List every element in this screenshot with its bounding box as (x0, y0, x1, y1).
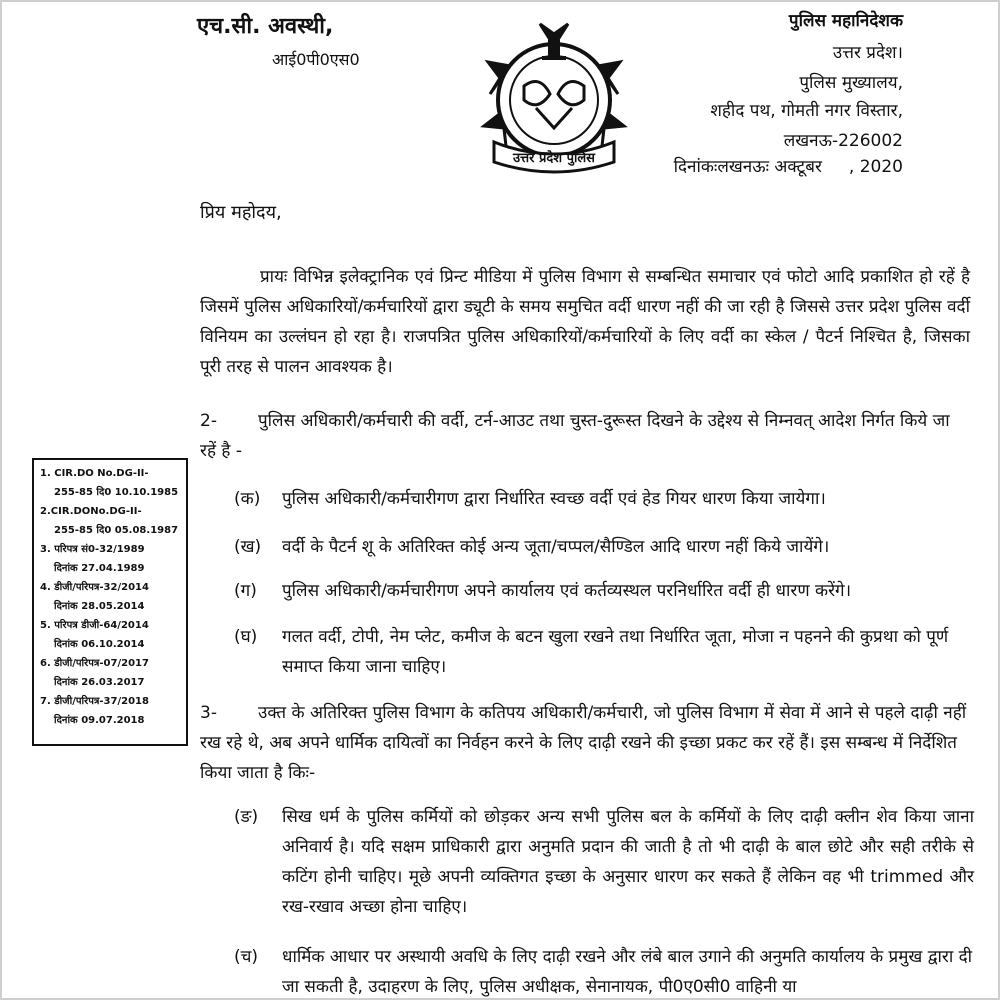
order-item (234, 576, 974, 606)
salutation: प्रिय महोदय, (200, 202, 282, 223)
order-item (234, 484, 974, 514)
beard-order-item (234, 802, 974, 922)
order-text: गलत वर्दी, टोपी, नेम प्लेट, कमीज के बटन खुला रखने तथा निर्धारित जूता, मोजा न पहनने की कुप्रथा को पूर्ण समाप्त किया जाना चाहिए। (282, 627, 949, 677)
office-hq: पुलिस मुख्यालय, (799, 73, 903, 93)
reference-line: 5. परिपत्र डीजी-64/2014 (40, 620, 149, 631)
emblem-scroll-text: उत्तर प्रदेश पुलिस (513, 151, 595, 166)
paragraph-3-text: उक्त के अतिरिक्त पुलिस विभाग के कतिपय अधिकारी/कर्मचारी, जो पुलिस विभाग में सेवा में आने से पहले दाढ़ी नहीं रख रहे थे, अब अपने धार्मिक दायित्वों का निर्वहन करने के लिए दाढ़ी रखने की इच्छा प्रकट कर रहें हैं। इस सम्बन्ध में निर्देशित किया जाता है किः- (200, 703, 967, 783)
office-state: उत्तर प्रदेश। (832, 43, 903, 63)
reference-line: 6. डीजी/परिपत्र-07/2017 (40, 658, 149, 669)
order-item (234, 622, 974, 682)
beard-order-item (234, 942, 974, 1000)
reference-date: दिनांक 06.10.2014 (54, 639, 145, 650)
reference-date: 255-85 दि0 10.10.1985 (54, 487, 179, 498)
order-label: (घ) (234, 627, 258, 647)
paragraph-3-number: 3- (200, 703, 217, 723)
reference-line: 4. डीजी/परिपत्र-32/2014 (40, 582, 149, 593)
paragraph-3 (200, 698, 970, 788)
reference-line: 2.CIR.DONo.DG-II- (40, 506, 142, 517)
date-text: दिनांकःलखनऊः अक्टूबर , 2020 (673, 157, 903, 177)
order-label: (क) (234, 489, 261, 509)
reference-line: 3. परिपत्र सं0-32/1989 (40, 544, 145, 555)
office-city: लखनऊ-226002 (783, 131, 903, 151)
order-item (234, 532, 974, 562)
paragraph-1: प्रायः विभिन्न इलेक्ट्रानिक एवं प्रिन्ट मीडिया में पुलिस विभाग से सम्बन्धित समाचार एवं फोटो आदि प्रकाशित हो रहें है जिसमें पुलिस अधिकारियों/कर्मचारियों द्वारा ड्यूटी के समय समुचित वर्दी धारण नहीं की जा रही है जिससे उत्तर प्रदेश पुलिस वर्दी विनियम का उल्लंघन हो रहा है। राजपत्रित पुलिस अधिकारियों/कर्मचारियों के लिए वर्दी का स्केल / पैटर्न निश्चित है, जिसका पूरी तरह से पालन आवश्यक है। (200, 267, 970, 377)
order-label: (ख) (234, 537, 262, 557)
reference-line: 1. CIR.DO No.DG-II- (40, 468, 149, 479)
beard-order-label: (च) (234, 947, 259, 967)
paragraph-2 (200, 406, 970, 466)
reference-date: दिनांक 28.05.2014 (54, 601, 145, 612)
reference-box (32, 458, 188, 746)
reference-date: दिनांक 09.07.2018 (54, 715, 145, 726)
paragraph-2-text: पुलिस अधिकारी/कर्मचारी की वर्दी, टर्न-आउट तथा चुस्त-दुरूस्त दिखने के उद्देश्य से निम्नवत् आदेश निर्गत किये जा रहें है - (200, 411, 950, 461)
sender-rank: आई0पी0एस0 (272, 50, 360, 69)
paragraph-2-number: 2- (200, 411, 217, 431)
office-address: शहीद पथ, गोमती नगर विस्तार, (710, 101, 903, 121)
order-text: पुलिस अधिकारी/कर्मचारीगण द्वारा निर्धारित स्वच्छ वर्दी एवं हेड गियर धारण किया जायेगा। (282, 489, 826, 509)
reference-date: दिनांक 27.04.1989 (54, 563, 145, 574)
letter-date (674, 154, 903, 177)
office-title: पुलिस महानिदेशक (788, 11, 903, 31)
sender-name: एच.सी. अवस्थी, (197, 14, 334, 39)
reference-line: 7. डीजी/परिपत्र-37/2018 (40, 696, 149, 707)
up-police-emblem-icon (480, 16, 628, 176)
order-label: (ग) (234, 581, 257, 601)
order-text: वर्दी के पैटर्न शू के अतिरिक्त कोई अन्य जूता/चप्पल/सैण्डिल आदि धारण नहीं किये जायेंगे। (282, 537, 830, 557)
reference-date: 255-85 दि0 05.08.1987 (54, 525, 179, 536)
reference-date: दिनांक 26.03.2017 (54, 677, 145, 688)
beard-order-text: धार्मिक आधार पर अस्थायी अवधि के लिए दाढ़ी रखने और लंबे बाल उगाने की अनुमति कार्यालय के प्रमुख द्वारा दी जा सकती है, उदाहरण के लिए, पुलिस अधीक्षक, सेनानायक, पी0ए0सी0 वाहिनी या (282, 947, 973, 997)
beard-order-label: (ङ) (234, 807, 259, 827)
beard-order-text: सिख धर्म के पुलिस कर्मियों को छोड़कर अन्य सभी पुलिस बल के कर्मियों के लिए दाढ़ी क्लीन शेव किया जाना अनिवार्य है। यदि सक्षम प्राधिकारी द्वारा अनुमति प्रदान की जाती है तो भी दाढ़ी के बाल छोटे और सही तरीके से कटिंग होनी चाहिए। मूछे अपनी व्यक्तिगत इच्छा के अनुसार धारण कर सकते हैं लेकिन वह भी trimmed और रख-रखाव अच्छा होना चाहिए। (282, 807, 974, 917)
order-text: पुलिस अधिकारी/कर्मचारीगण अपने कार्यालय एवं कर्तव्यस्थल परनिर्धारित वर्दी ही धारण करेंगे। (282, 581, 852, 601)
